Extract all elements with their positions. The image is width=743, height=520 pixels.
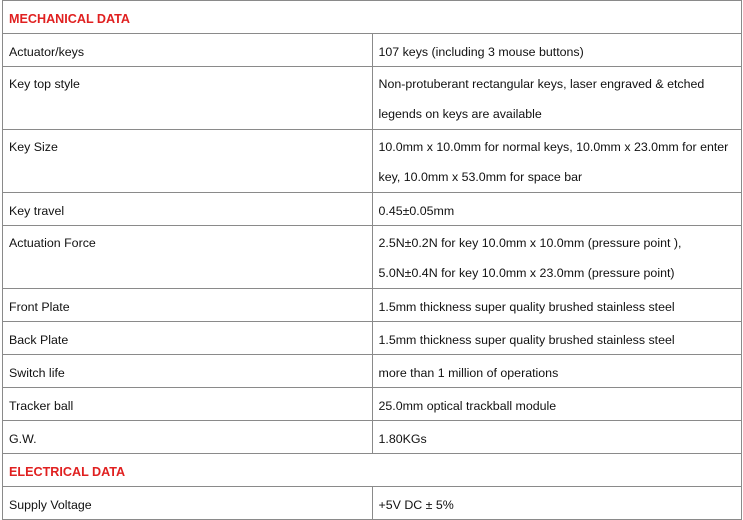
- table-row: [3, 289, 742, 322]
- table-row: [3, 67, 742, 130]
- table-row: [3, 322, 742, 355]
- row-value: +5V DC ± 5%: [372, 487, 742, 520]
- row-value: Non-protuberant rectangular keys, laser engraved & etched legends on keys are available: [372, 67, 742, 130]
- table-row: [3, 355, 742, 388]
- row-label: Key travel: [3, 193, 373, 226]
- row-label: Front Plate: [3, 289, 373, 322]
- row-label: G.W.: [3, 421, 373, 454]
- table-row: [3, 193, 742, 226]
- section-title-electrical: ELECTRICAL DATA: [3, 454, 742, 487]
- table-row: [3, 388, 742, 421]
- row-value: 25.0mm optical trackball module: [372, 388, 742, 421]
- spec-table: [2, 0, 742, 520]
- row-value: 10.0mm x 10.0mm for normal keys, 10.0mm x 23.0mm for enter key, 10.0mm x 53.0mm for space bar: [372, 130, 742, 193]
- section-title-mechanical: MECHANICAL DATA: [3, 1, 742, 34]
- row-label: Tracker ball: [3, 388, 373, 421]
- row-label: Key top style: [3, 67, 373, 130]
- row-value: more than 1 million of operations: [372, 355, 742, 388]
- row-label: Key Size: [3, 130, 373, 193]
- table-row: [3, 34, 742, 67]
- row-value: 1.5mm thickness super quality brushed stainless steel: [372, 322, 742, 355]
- row-value: 0.45±0.05mm: [372, 193, 742, 226]
- row-value: 2.5N±0.2N for key 10.0mm x 10.0mm (pressure point ), 5.0N±0.4N for key 10.0mm x 23.0mm (pressure point): [372, 226, 742, 289]
- row-label: Supply Voltage: [3, 487, 373, 520]
- row-label: Back Plate: [3, 322, 373, 355]
- table-row: [3, 487, 742, 520]
- section-header-row: [3, 1, 742, 34]
- row-value: 1.80KGs: [372, 421, 742, 454]
- row-label: Actuation Force: [3, 226, 373, 289]
- row-value: 107 keys (including 3 mouse buttons): [372, 34, 742, 67]
- row-label: Actuator/keys: [3, 34, 373, 67]
- table-row: [3, 226, 742, 289]
- table-row: [3, 130, 742, 193]
- section-header-row: [3, 454, 742, 487]
- row-label: Switch life: [3, 355, 373, 388]
- table-row: [3, 421, 742, 454]
- row-value: 1.5mm thickness super quality brushed stainless steel: [372, 289, 742, 322]
